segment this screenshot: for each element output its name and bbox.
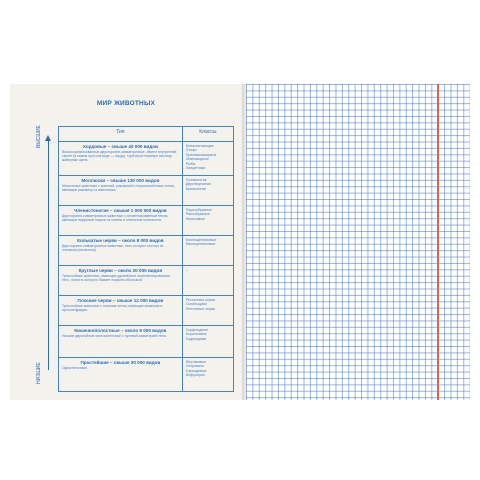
page-title: МИР ЖИВОТНЫХ: [96, 100, 156, 107]
left-page: [10, 84, 242, 400]
table-row: [59, 296, 234, 326]
class-item: Малощетинковые: [185, 242, 216, 247]
type-cell: [59, 296, 183, 326]
classes-cell: [182, 236, 233, 266]
class-item: Инфузории: [185, 373, 205, 378]
class-item: Пресмыкающиеся: [185, 152, 217, 157]
type-description: Двусторонне-симметричные животные, тело которых состоит из члеников (сегментов).: [62, 244, 164, 253]
class-item: Саркодовые: [185, 368, 207, 373]
table-header-row: [59, 127, 234, 142]
classes-cell: [182, 206, 233, 236]
axis-label-bottom: НИЗШИЕ: [36, 362, 42, 384]
animal-types-table: [58, 126, 234, 392]
table-row: [59, 142, 234, 176]
table-row: [59, 358, 234, 392]
type-name: Кольчатые черви – около 8 000 видов: [77, 238, 164, 243]
type-name: Хордовые – свыше 40 000 видов: [82, 144, 158, 149]
notebook-spread: [10, 84, 470, 400]
classes-cell: [182, 296, 233, 326]
type-name: Членистоногие – свыше 1 000 000 видов: [74, 208, 167, 213]
class-item: Брюхоногие: [185, 186, 206, 191]
margin-line: [437, 84, 439, 400]
class-item: Ракообразные: [185, 212, 210, 217]
type-description: Двусторонне-симметричные животные с сегментированным телом, имеющие наружный покров из хитина и членистые конечности.: [62, 214, 169, 223]
type-description: Одноклеточные.: [62, 366, 88, 370]
type-cell: [59, 326, 183, 358]
evolution-axis-line: [48, 138, 49, 370]
type-cell: [59, 206, 183, 236]
type-name: Плоские черви – свыше 12 000 видов: [77, 298, 164, 303]
class-item: Гидроидные: [185, 336, 207, 341]
type-description: Трехслойные животные с плоским телом, имеющие кишечник и протонефридии.: [62, 304, 163, 313]
class-item: Земноводные: [185, 157, 209, 162]
classes-cell: [182, 176, 233, 206]
type-description: Высокоорганизованные двусторонне-симметричные. Имеют внутренний скелет (в самом простом виде — хорду), трубчатую нервную систему, жаберные щели.: [62, 150, 177, 163]
class-item: Многощетинковые: [185, 238, 217, 242]
type-name: Простейшие – свыше 30 000 видов: [80, 360, 161, 365]
table-row: [59, 236, 234, 266]
type-description: Трехслойные животные, имеющие удлинённое несегментированное тело, полость которого бывает покрыта оболочкой.: [62, 274, 171, 283]
class-item: Рыбы: [185, 161, 196, 166]
class-item: Насекомые: [185, 216, 205, 221]
type-cell: [59, 266, 183, 296]
class-item: Коралловые: [185, 332, 207, 337]
header-classes: Классы: [182, 127, 233, 142]
class-item: Споровики: [185, 364, 204, 369]
class-item: Сосальщики: [185, 302, 207, 307]
type-description: Низшие двуслойные многоклеточные с лучевой симметрией тела.: [62, 334, 167, 338]
class-item: Ресничные черви: [185, 298, 216, 302]
type-name: Моллюски – свыше 130 000 видов: [81, 178, 160, 183]
table-row: [59, 206, 234, 236]
class-item: Паукообразные: [185, 208, 212, 212]
class-item: Жгутиковые: [185, 360, 206, 364]
class-item: Птицы: [185, 148, 197, 153]
class-item: Головоногие: [185, 178, 207, 182]
class-item: –: [185, 268, 188, 272]
table-row: [59, 266, 234, 296]
class-item: Ленточные черви: [185, 306, 215, 311]
type-name: Круглые черви – около 20 000 видов: [78, 268, 163, 273]
type-name: Кишечнополостные – около 9 000 видов: [74, 328, 167, 333]
class-item: Млекопитающие: [185, 144, 214, 148]
table-row: [59, 326, 234, 358]
type-cell: [59, 142, 183, 176]
type-cell: [59, 236, 183, 266]
type-cell: [59, 176, 183, 206]
class-item: Двустворчатые: [185, 182, 212, 187]
type-description: Мягкотелые животные с мантией, раковиной и нерасчленённым телом, имеющие раковину из известняка.: [62, 184, 175, 193]
classes-cell: [182, 266, 233, 296]
class-item: Сцифоидные: [185, 328, 209, 332]
header-type: Тип: [59, 127, 183, 142]
class-item: Ланцетники: [185, 166, 206, 171]
classes-cell: [182, 358, 233, 392]
classes-cell: [182, 326, 233, 358]
arrow-up-icon: [45, 135, 51, 141]
classes-cell: [182, 142, 233, 176]
axis-label-top: ВЫСШИЕ: [36, 125, 42, 148]
type-cell: [59, 358, 183, 392]
table-row: [59, 176, 234, 206]
